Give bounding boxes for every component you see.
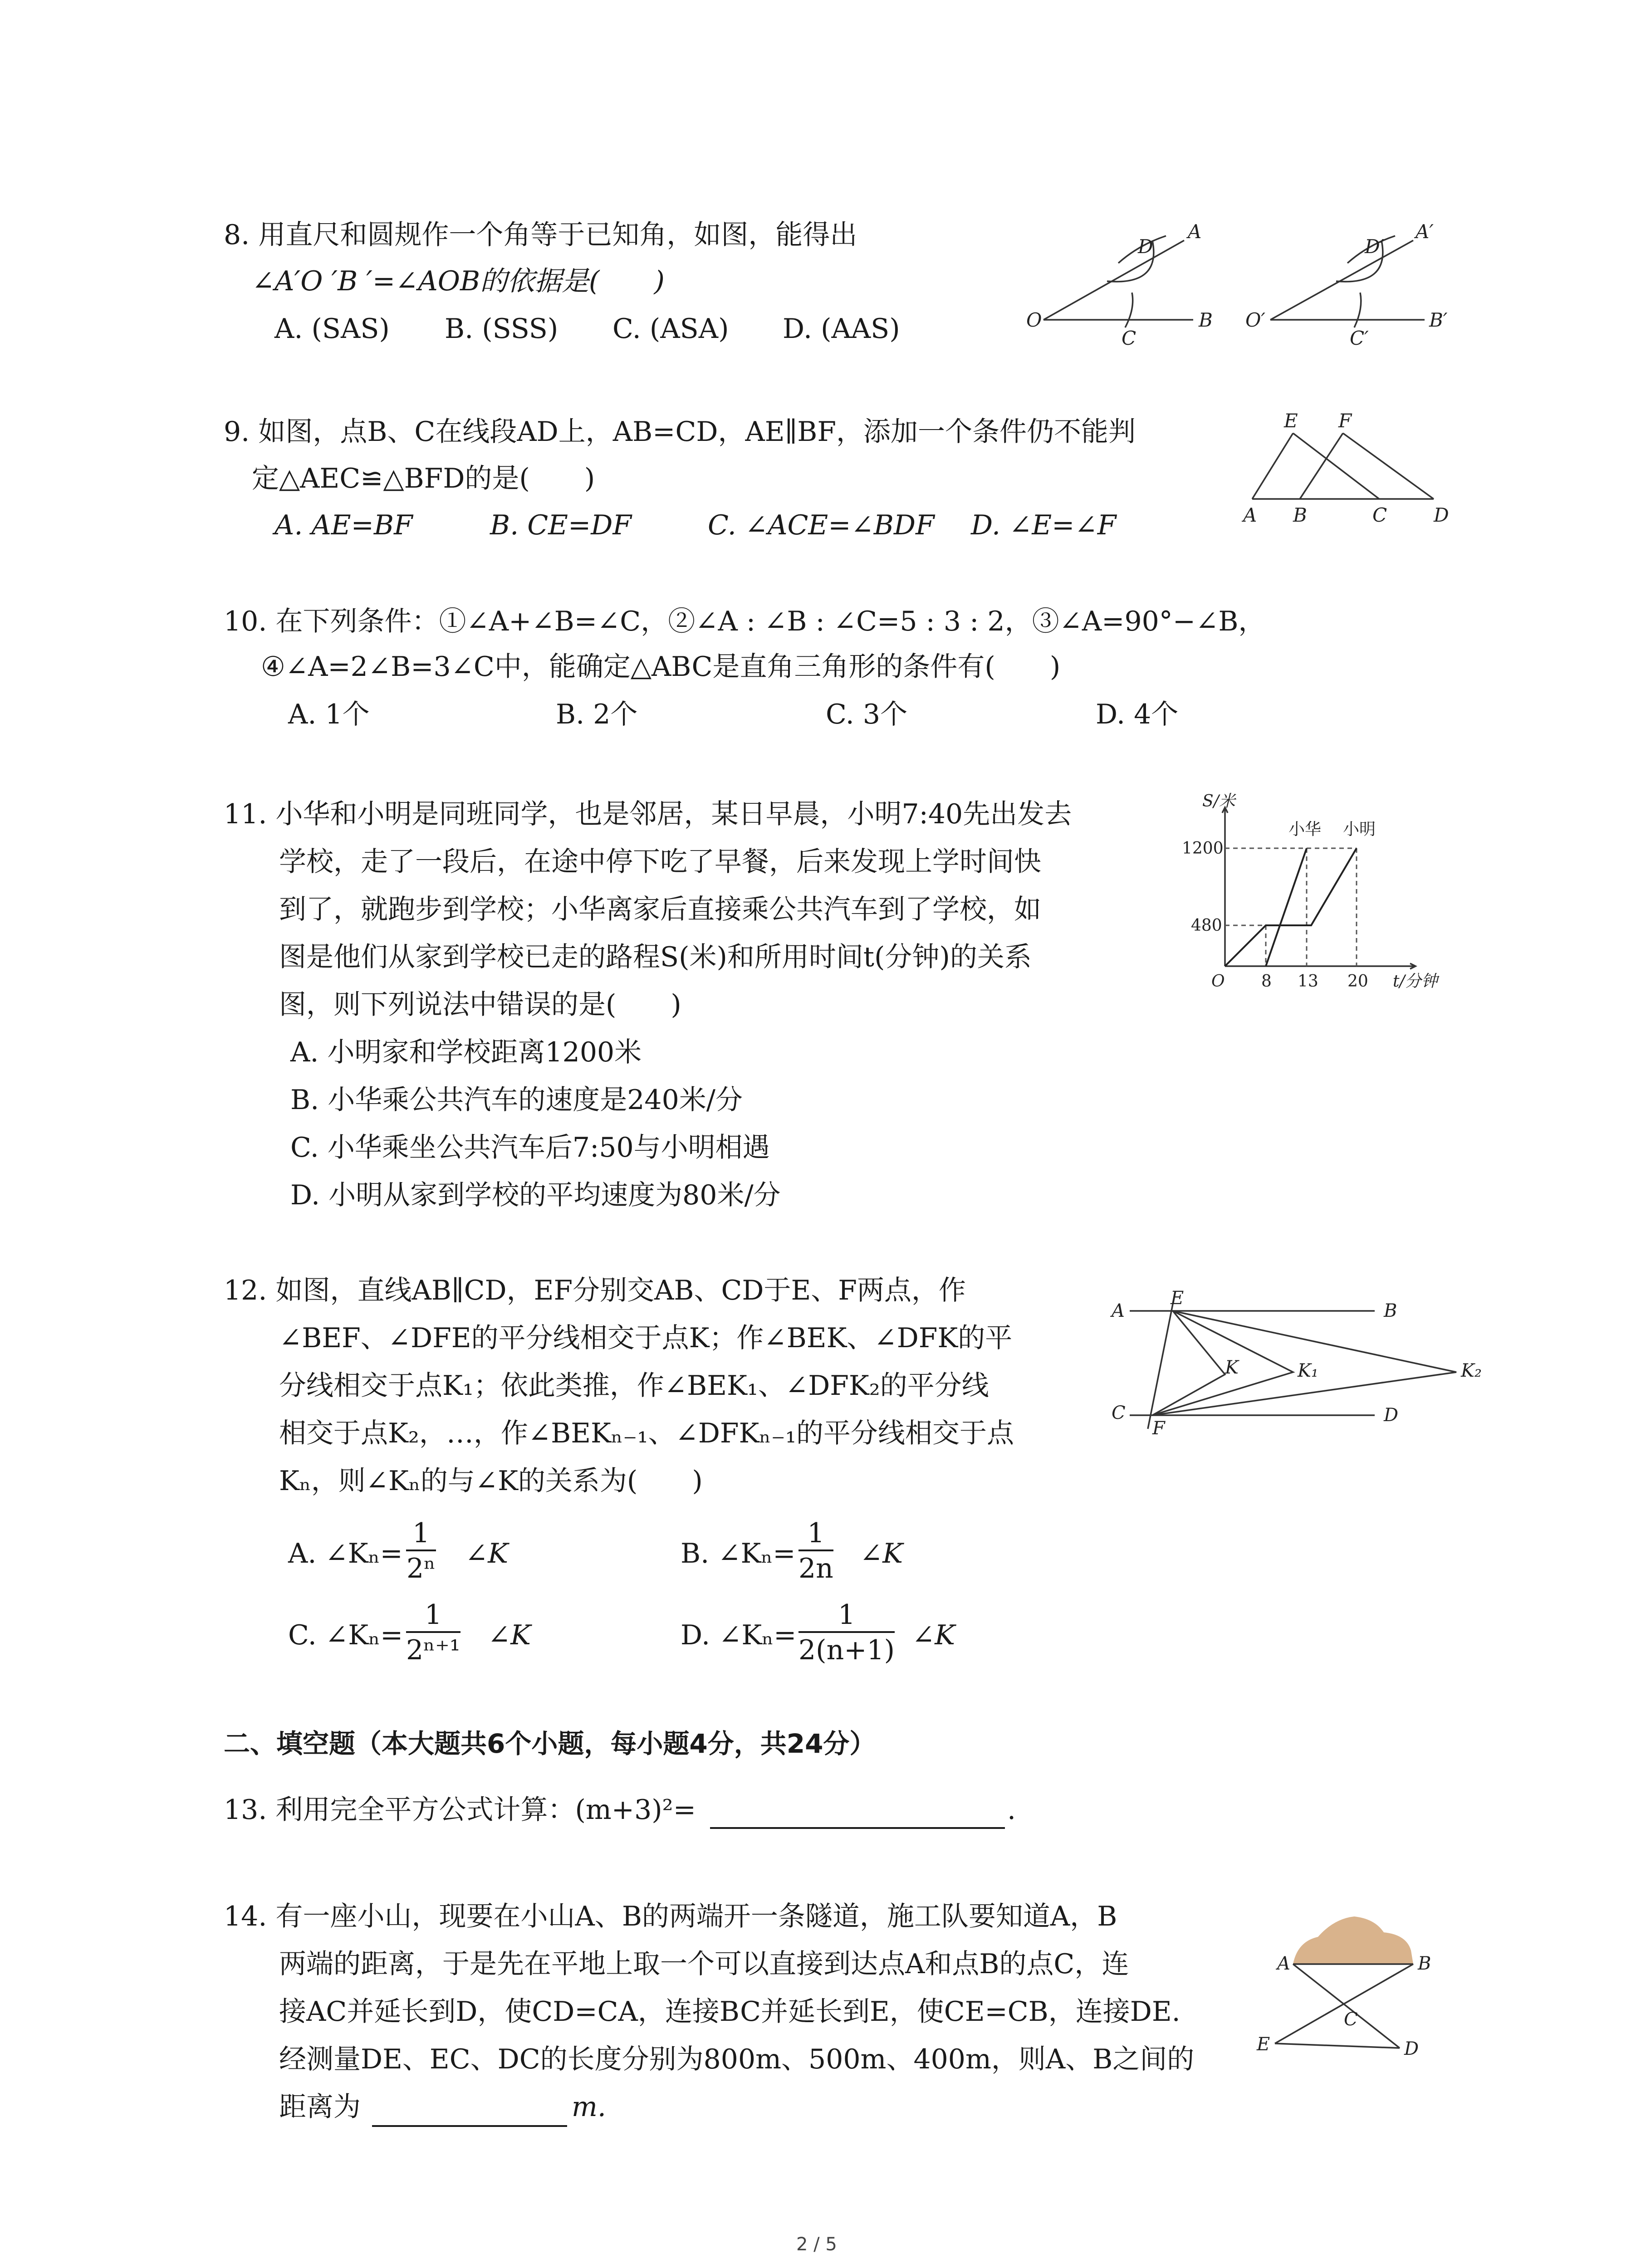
q12-option-b-fraction (798, 1517, 833, 1584)
q12-label-a: A (1112, 1300, 1125, 1321)
q12-option-b-label: B. ∠Kₙ= (681, 1538, 796, 1569)
q12-text-line3: 分线相交于点K₁；依此类推，作∠BEK₁、∠DFK₂的平分线 (279, 1370, 989, 1402)
q11-series-xiaoming: 小明 (1343, 820, 1376, 839)
q14-unit: m. (572, 2091, 606, 2123)
q8-figure (1016, 213, 1470, 349)
q8-option-b: B. (SSS) (445, 313, 558, 345)
q14-text-line2: 两端的距离，于是先在平地上取一个可以直接到达点A和点B的点C，连 (279, 1948, 1129, 1980)
q12-option-d-label: D. ∠Kₙ= (681, 1619, 797, 1651)
q9-label-f: F (1338, 410, 1352, 432)
q12-text-line1: 12. 如图，直线AB∥CD，EF分别交AB、CD于E、F两点，作 (224, 1275, 966, 1306)
q12-label-k: K (1225, 1357, 1239, 1378)
q11-series-xiaohua: 小华 (1288, 820, 1322, 839)
q8-option-d: D. (AAS) (783, 313, 900, 345)
q11-option-b: B. 小华乘公共汽车的速度是240米/分 (290, 1084, 743, 1116)
q13-answer-blank[interactable] (710, 1827, 1005, 1829)
q11-origin: O (1211, 972, 1225, 991)
q12-option-a-numerator: 1 (406, 1520, 436, 1551)
q8-label-b2: B′ (1429, 309, 1448, 331)
q12-label-c: C (1112, 1403, 1126, 1423)
q11-text-line1: 11. 小华和小明是同班同学，也是邻居，某日早晨，小明7:40先出发去 (224, 798, 1072, 830)
q14-label-b: B (1418, 1953, 1431, 1974)
q12-option-d-tail: ∠K (912, 1619, 955, 1651)
q14-figure (1239, 1892, 1456, 2073)
hill-shape (1293, 1916, 1413, 1964)
q9-label-b: B (1293, 504, 1307, 526)
q9-option-a: A. AE=BF (274, 509, 413, 541)
q14-label-a: A (1277, 1953, 1290, 1974)
q11-xtick-8: 8 (1261, 972, 1272, 991)
q14-text-line5: 距离为 (279, 2091, 361, 2123)
q12-text-line4: 相交于点K₂，…，作∠BEKₙ₋₁、∠DFKₙ₋₁的平分线相交于点 (279, 1418, 1014, 1449)
q9-text-line1: 9. 如图，点B、C在线段AD上，AB=CD，AE∥BF，添加一个条件仍不能判 (224, 416, 1136, 448)
q10-text-line2: ④∠A=2∠B=3∠C中，能确定△ABC是直角三角形的条件有( ) (261, 651, 1061, 683)
q8-option-c: C. (ASA) (612, 313, 729, 345)
q8-label-c2: C′ (1350, 327, 1369, 349)
q12-option-d-denominator: 2(n+1) (798, 1634, 895, 1666)
q12-option-c-numerator: 1 (406, 1601, 460, 1633)
q8-label-o2: O′ (1245, 309, 1265, 331)
section-2-heading: 二、填空题（本大题共6个小题，每小题4分，共24分） (224, 1728, 876, 1759)
q8-text-line1: 8. 用直尺和圆规作一个角等于已知角，如图，能得出 (224, 219, 857, 251)
q12-option-c-fraction (406, 1601, 460, 1664)
q11-ytick-480: 480 (1191, 916, 1222, 935)
page-number: 2 / 5 (796, 2234, 837, 2255)
q10-option-c: C. 3个 (826, 699, 908, 730)
q8-label-b: B (1199, 309, 1213, 331)
q8-label-d2: D′ (1365, 235, 1385, 258)
q11-option-d: D. 小明从家到学校的平均速度为80米/分 (290, 1179, 781, 1211)
q10-option-d: D. 4个 (1096, 699, 1179, 730)
q11-option-c: C. 小华乘坐公共汽车后7:50与小明相遇 (290, 1132, 770, 1163)
q9-text-line2: 定△AEC≌△BFD的是( ) (252, 463, 595, 494)
q14-label-d: D (1404, 2038, 1419, 2059)
q9-label-e: E (1284, 410, 1298, 432)
q8-label-c: C (1122, 327, 1136, 349)
q11-ylabel: S/米 (1202, 792, 1235, 811)
q10-option-a: A. 1个 (288, 699, 370, 730)
q11-xtick-13: 13 (1298, 972, 1318, 991)
q12-text-line5: Kₙ，则∠Kₙ的与∠K的关系为( ) (279, 1465, 703, 1497)
q11-text-line5: 图，则下列说法中错误的是( ) (279, 989, 681, 1021)
q11-xtick-20: 20 (1347, 972, 1368, 991)
q14-label-c: C (1344, 2009, 1358, 2030)
q12-option-c-tail: ∠K (488, 1619, 531, 1651)
q9-label-c: C (1372, 504, 1387, 526)
q14-text-line4: 经测量DE、EC、DC的长度分别为800m、500m、400m，则A、B之间的 (279, 2043, 1195, 2075)
q13-period: . (1007, 1794, 1016, 1826)
q12-option-d-numerator: 1 (798, 1601, 895, 1633)
q12-option-d-fraction (798, 1601, 895, 1664)
q12-label-d: D (1384, 1405, 1399, 1426)
q9-label-a: A (1243, 504, 1257, 526)
q12-option-c-denominator: 2ⁿ⁺¹ (406, 1634, 460, 1666)
q11-text-line2: 学校，走了一段后，在途中停下吃了早餐，后来发现上学时间快 (279, 846, 1041, 878)
q12-option-a-tail: ∠K (465, 1538, 509, 1569)
q10-text-line1: 10. 在下列条件：①∠A+∠B=∠C，②∠A : ∠B : ∠C=5 : 3 : 2，③∠A=90°−∠B， (224, 606, 1266, 637)
q11-option-a: A. 小明家和学校距离1200米 (290, 1036, 642, 1068)
q11-distance-time-graph (1175, 789, 1465, 993)
q9-option-d: D. ∠E=∠F (971, 509, 1117, 541)
q12-option-c-label: C. ∠Kₙ= (288, 1619, 403, 1651)
q12-option-a-denominator: 2ⁿ (407, 1553, 436, 1584)
q9-option-c: C. ∠ACE=∠BDF (708, 509, 935, 541)
q9-label-d: D (1434, 504, 1449, 526)
q8-label-d: D (1138, 235, 1153, 258)
q12-option-b-denominator: 2n (798, 1553, 833, 1584)
q12-option-a-label: A. ∠Kₙ= (288, 1538, 403, 1569)
q12-option-b-tail: ∠K (860, 1538, 903, 1569)
q11-ytick-1200: 1200 (1182, 839, 1224, 858)
q14-label-e: E (1257, 2034, 1270, 2055)
q14-answer-blank[interactable] (372, 2125, 567, 2127)
q9-figure (1234, 408, 1461, 531)
q12-label-e: E (1171, 1288, 1184, 1309)
q13-text: 13. 利用完全平方公式计算：(m+3)²= (224, 1794, 696, 1826)
q9-option-b: B. CE=DF (490, 509, 632, 541)
q8-option-a: A. (SAS) (274, 313, 390, 345)
q11-xlabel: t/分钟 (1393, 972, 1438, 991)
q11-text-line3: 到了，就跑步到学校；小华离家后直接乘公共汽车到了学校，如 (279, 894, 1041, 925)
q14-text-line1: 14. 有一座小山，现要在小山A、B的两端开一条隧道，施工队要知道A，B (224, 1901, 1117, 1932)
q12-option-b-numerator: 1 (798, 1520, 833, 1551)
q12-label-k2: K₂ (1461, 1360, 1482, 1381)
q12-label-b: B (1384, 1300, 1397, 1321)
q12-figure (1102, 1275, 1493, 1447)
q8-label-o: O (1026, 309, 1042, 331)
q12-text-line2: ∠BEF、∠DFE的平分线相交于点K；作∠BEK、∠DFK的平 (279, 1322, 1013, 1354)
q8-text-line2: ∠A′O ′B ′=∠AOB的依据是( ) (252, 265, 665, 297)
q14-text-line3: 接AC并延长到D，使CD=CA，连接BC并延长到E，使CE=CB，连接DE. (279, 1996, 1181, 2028)
q12-option-a-fraction (406, 1517, 436, 1584)
q8-label-a: A (1188, 220, 1202, 243)
q8-label-a2: A′ (1416, 220, 1434, 243)
q10-option-b: B. 2个 (556, 699, 638, 730)
q12-label-f: F (1152, 1418, 1165, 1439)
q12-label-k1: K₁ (1298, 1360, 1318, 1381)
q11-text-line4: 图是他们从家到学校已走的路程S(米)和所用时间t(分钟)的关系 (279, 941, 1032, 973)
